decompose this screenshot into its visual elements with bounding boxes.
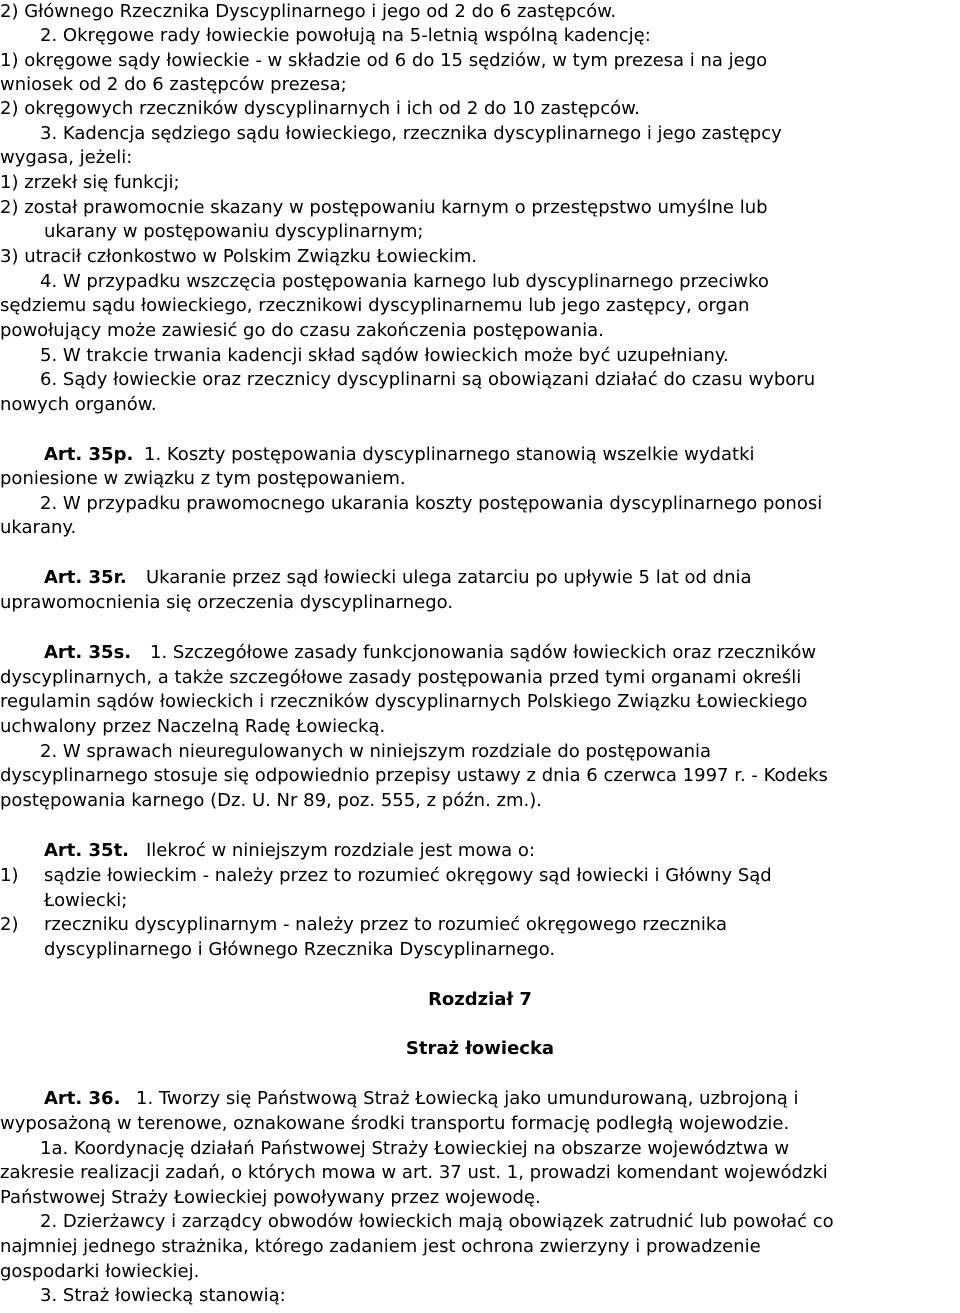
text-line: powołujący może zawiesić go do czasu zakończenia postępowania. <box>0 320 604 341</box>
chapter-title: Straż łowiecka <box>405 1038 555 1059</box>
article-35t-first-line <box>44 839 960 863</box>
text-line: 1. Szczegółowe zasady funkcjonowania sądów łowieckich oraz rzeczników <box>150 642 817 663</box>
text-line: 2) okręgowych rzeczników dyscyplinarnych i ich od 2 do 10 zastępców. <box>0 98 640 119</box>
chapter-number: Rozdział 7 <box>428 989 532 1010</box>
paragraph-1a: 1a. Koordynację działań Państwowej Straży Łowieckiej na obszarze województwa w <box>40 1138 790 1159</box>
article-label: Art. 35t. <box>44 840 130 861</box>
paragraph-2: 2. W sprawach nieuregulowanych w niniejszym rozdziale do postępowania <box>40 741 712 762</box>
list-item-text: sądzie łowieckim - należy przez to rozumieć okręgowy sąd łowiecki i Główny Sąd <box>44 865 772 886</box>
text-line: regulamin sądów łowieckich i rzeczników dyscyplinarnych Polskiego Związku Łowieckiego <box>0 691 808 712</box>
text-line: dyscyplinarnych, a także szczegółowe zasady postępowania przed tymi organami określi <box>0 667 802 688</box>
article-35r-first-line <box>44 566 960 590</box>
list-item <box>0 913 960 937</box>
paragraph-2: 2. W przypadku prawomocnego ukarania koszty postępowania dyscyplinarnego ponosi <box>40 493 823 514</box>
article-36-first-line <box>44 1087 960 1111</box>
text-line: Ilekroć w niniejszym rozdziale jest mowa o: <box>146 840 536 861</box>
list-number: 1) <box>0 865 19 886</box>
text-line: 1. Koszty postępowania dyscyplinarnego stanowią wszelkie wydatki <box>144 444 755 465</box>
text-line: 3) utracił członkostwo w Polskim Związku Łowieckim. <box>0 246 478 267</box>
article-label: Art. 35p. <box>44 444 134 465</box>
text-line: 1) okręgowe sądy łowieckie - w składzie od 6 do 15 sędziów, w tym prezesa i na jego <box>0 50 768 71</box>
paragraph-3: 3. Kadencja sędziego sądu łowieckiego, rzecznika dyscyplinarnego i jego zastępcy <box>40 123 782 144</box>
text-line: zakresie realizacji zadań, o których mowa w art. 37 ust. 1, prowadzi komendant wojewódzki <box>0 1162 828 1183</box>
paragraph-2: 2. Dzierżawcy i zarządcy obwodów łowieckich mają obowiązek zatrudnić lub powołać co <box>40 1211 834 1232</box>
article-label: Art. 36. <box>44 1088 121 1109</box>
text-line: gospodarki łowieckiej. <box>0 1261 200 1282</box>
text-line: nowych organów. <box>0 394 157 415</box>
text-line: dyscyplinarnego i Głównego Rzecznika Dyscyplinarnego. <box>44 939 556 960</box>
paragraph-6: 6. Sądy łowieckie oraz rzecznicy dyscyplinarni są obowiązani działać do czasu wyboru <box>40 369 816 390</box>
list-item <box>0 864 960 888</box>
text-line: 2) został prawomocnie skazany w postępowaniu karnym o przestępstwo umyślne lub <box>0 197 768 218</box>
text-line: wygasa, jeżeli: <box>0 147 133 168</box>
paragraph-3: 3. Straż łowiecką stanowią: <box>40 1285 286 1306</box>
article-label: Art. 35r. <box>44 567 127 588</box>
text-line: ukarany w postępowaniu dyscyplinarnym; <box>44 221 424 242</box>
text-line: 2) Głównego Rzecznika Dyscyplinarnego i jego od 2 do 6 zastępców. <box>0 1 617 22</box>
article-label: Art. 35s. <box>44 642 132 663</box>
text-line: uprawomocnienia się orzeczenia dyscyplinarnego. <box>0 592 454 613</box>
text-line: 1) zrzekł się funkcji; <box>0 172 180 193</box>
text-line: 1. Tworzy się Państwową Straż Łowiecką jako umundurowaną, uzbrojoną i <box>136 1088 799 1109</box>
paragraph-5: 5. W trakcie trwania kadencji skład sądów łowieckich może być uzupełniany. <box>40 345 729 366</box>
article-35s-first-line <box>44 641 960 665</box>
text-line: uchwalony przez Naczelną Radę Łowiecką. <box>0 716 386 737</box>
list-number: 2) <box>0 914 19 935</box>
text-line: poniesione w związku z tym postępowaniem. <box>0 468 406 489</box>
text-line: wyposażoną w terenowe, oznakowane środki transportu formację podległą wojewodzie. <box>0 1113 790 1134</box>
text-line: sędziemu sądu łowieckiego, rzecznikowi dyscyplinarnemu lub jego zastępcy, organ <box>0 295 750 316</box>
text-line: Państwowej Straży Łowieckiej powoływany przez wojewodę. <box>0 1187 541 1208</box>
text-line: ukarany. <box>0 517 77 538</box>
text-line: dyscyplinarnego stosuje się odpowiednio przepisy ustawy z dnia 6 czerwca 1997 r. - Kodeks <box>0 765 828 786</box>
text-line: Ukaranie przez sąd łowiecki ulega zatarciu po upływie 5 lat od dnia <box>146 567 752 588</box>
paragraph-4: 4. W przypadku wszczęcia postępowania karnego lub dyscyplinarnego przeciwko <box>40 271 769 292</box>
text-line: najmniej jednego strażnika, którego zadaniem jest ochrona zwierzyny i prowadzenie <box>0 1236 761 1257</box>
paragraph-2: 2. Okręgowe rady łowieckie powołują na 5-letnią wspólną kadencję: <box>40 25 651 46</box>
article-35p-first-line <box>44 443 960 467</box>
text-line: wniosek od 2 do 6 zastępców prezesa; <box>0 74 347 95</box>
text-line: postępowania karnego (Dz. U. Nr 89, poz. 555, z późn. zm.). <box>0 790 542 811</box>
text-line: Łowiecki; <box>44 890 128 911</box>
list-item-text: rzeczniku dyscyplinarnym - należy przez to rozumieć okręgowego rzecznika <box>44 914 728 935</box>
